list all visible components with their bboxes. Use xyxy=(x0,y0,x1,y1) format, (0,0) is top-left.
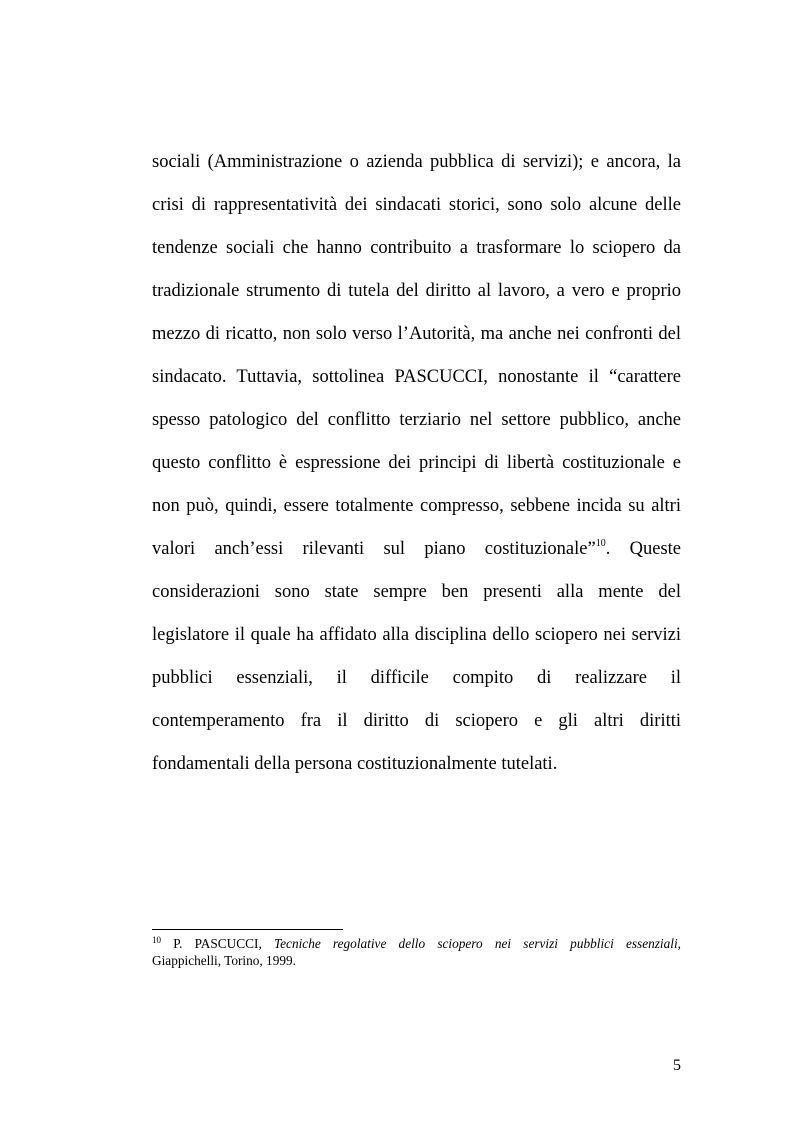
body-line: tradizionale strumento di tutela del diritto al lavoro, a vero e proprio xyxy=(152,281,681,301)
body-line: considerazioni sono state sempre ben presenti alla mente del xyxy=(152,582,681,602)
footnote-author: P. PASCUCCI, xyxy=(161,936,274,951)
footnote xyxy=(152,935,681,969)
body-text-segment: valori anch’essi rilevanti sul piano costituzionale” xyxy=(152,539,596,559)
body-line: crisi di rappresentatività dei sindacati storici, sono solo alcune delle xyxy=(152,195,681,215)
footnote-line xyxy=(152,935,681,952)
body-line: spesso patologico del conflitto terziario nel settore pubblico, anche xyxy=(152,410,681,430)
page-number: 5 xyxy=(673,1057,681,1074)
footnote-number: 10 xyxy=(152,935,161,945)
footnote-separator xyxy=(152,929,343,930)
footnote-title: Tecniche regolative dello sciopero nei servizi pubblici essenziali xyxy=(273,936,678,951)
body-line: tendenze sociali che hanno contribuito a trasformare lo sciopero da xyxy=(152,238,681,258)
body-line: mezzo di ricatto, non solo verso l’Autorità, ma anche nei confronti del xyxy=(152,324,681,344)
body-line: questo conflitto è espressione dei principi di libertà costituzionale e xyxy=(152,453,681,473)
body-line: legislatore il quale ha affidato alla disciplina dello sciopero nei servizi xyxy=(152,625,681,645)
body-line: sindacato. Tuttavia, sottolinea PASCUCCI, nonostante il “carattere xyxy=(152,367,681,387)
footnote-punct: , xyxy=(677,936,681,951)
body-line: non può, quindi, essere totalmente compresso, sebbene incida su altri xyxy=(152,496,681,516)
body-line: contemperamento fra il diritto di sciopero e gli altri diritti xyxy=(152,711,681,731)
body-line-with-footnote-ref xyxy=(152,534,681,564)
body-line-last: fondamentali della persona costituzionalmente tutelati. xyxy=(152,754,558,774)
body-text-segment: . Queste xyxy=(605,539,682,559)
footnote-reference[interactable]: 10 xyxy=(595,538,606,549)
body-line: pubblici essenziali, il difficile compito di realizzare il xyxy=(152,668,681,688)
footnote-line: Giappichelli, Torino, 1999. xyxy=(152,953,296,968)
body-line: sociali (Amministrazione o azienda pubblica di servizi); e ancora, la xyxy=(152,152,681,172)
